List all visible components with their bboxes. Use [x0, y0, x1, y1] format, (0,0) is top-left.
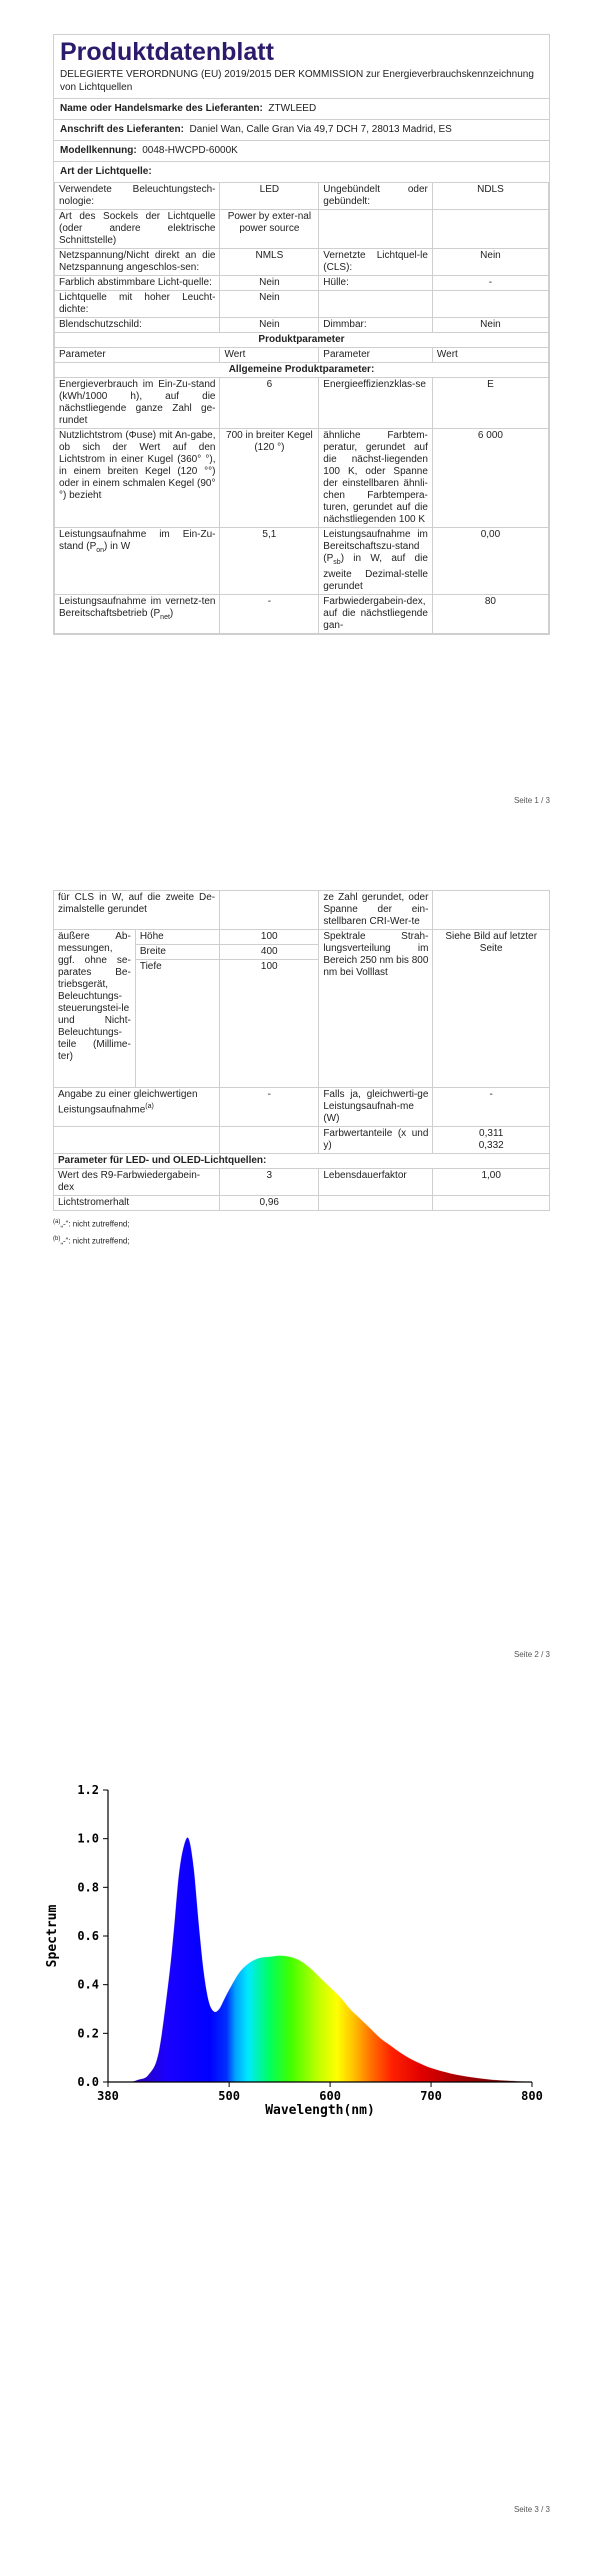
light-source-v2-cell: Nein — [432, 318, 548, 333]
chromaticity-label: Farbwertanteile (x und y) — [319, 1127, 433, 1154]
light-source-row — [55, 291, 549, 318]
survival-value: 1,00 — [433, 1169, 550, 1196]
param-l1-cell — [55, 595, 220, 634]
light-source-v2-cell: Nein — [432, 249, 548, 276]
equiv-label — [54, 1088, 220, 1127]
supplier-address-row — [54, 120, 549, 141]
supplier-address-label: Anschrift des Lieferanten: — [60, 124, 184, 135]
equiv-value: - — [220, 1088, 319, 1127]
light-source-l2-cell: Hülle: — [319, 276, 433, 291]
cri-value-cont — [433, 891, 550, 930]
model-value: 0048-HWCPD-6000K — [142, 145, 238, 156]
footnote-a-sup: (a) — [53, 1219, 61, 1225]
light-source-l2-cell: Vernetzte Lichtquel-le (CLS): — [319, 249, 433, 276]
led-heading: Parameter für LED- und OLED-Lichtquellen: — [54, 1154, 550, 1169]
dim-depth-value: 100 — [220, 960, 319, 1088]
param-v2-cell: 6 000 — [432, 429, 548, 528]
page-footer: Seite 3 / 3 — [513, 2505, 550, 2514]
maintenance-row — [54, 1196, 550, 1211]
empty-cell — [220, 1127, 319, 1154]
general-heading: Allgemeine Produktparameter: — [55, 363, 549, 378]
footnotes — [53, 1215, 550, 1248]
dim-width-value: 400 — [220, 945, 319, 960]
light-source-type-heading — [54, 162, 549, 182]
light-source-row — [55, 183, 549, 210]
equiv-power-label: Falls ja, gleichwerti-ge Leistungsaufnah-me (W) — [319, 1088, 433, 1127]
empty-cell — [319, 1196, 433, 1211]
x-tick-label: 380 — [97, 2089, 119, 2103]
param-v1-cell: 5,1 — [220, 528, 319, 595]
param-l2-cell — [319, 528, 433, 595]
y-tick-label: 1.2 — [77, 1783, 99, 1797]
col-value-2: Wert — [432, 348, 548, 363]
r9-row — [54, 1169, 550, 1196]
light-source-row — [55, 276, 549, 291]
y-tick-label: 0.8 — [77, 1880, 99, 1895]
light-source-v1-cell: LED — [220, 183, 319, 210]
dim-height-label: Höhe — [135, 930, 219, 945]
product-sheet-frame — [53, 34, 550, 635]
param-v1-cell: 6 — [220, 378, 319, 429]
spectral-value: Siehe Bild auf letzter Seite — [433, 930, 550, 1088]
light-source-l2-cell: Ungebündelt oder gebündelt: — [319, 183, 433, 210]
param-v2-cell: E — [432, 378, 548, 429]
chromaticity-row — [54, 1127, 550, 1154]
equiv-row — [54, 1088, 550, 1127]
param-label-subscript: net — [160, 614, 170, 621]
col-value-1: Wert — [220, 348, 319, 363]
y-tick-label: 0.2 — [77, 2026, 99, 2041]
x-tick-label: 700 — [420, 2089, 442, 2103]
cls-continued-row — [54, 891, 550, 930]
dims-row — [54, 930, 550, 945]
spectrum-chart — [0, 1740, 603, 2120]
param-label-text-after: ) in W — [104, 541, 131, 552]
x-axis-label: Wavelength(nm) — [265, 2103, 375, 2118]
light-source-row — [55, 210, 549, 249]
params-header-row — [55, 348, 549, 363]
param-label-text-after: ) — [169, 608, 174, 619]
light-source-v1-cell: Nein — [220, 291, 319, 318]
param-label-text: Leistungsaufnahme im vernetz-ten Bereitschaftsbetrieb (P — [59, 596, 216, 619]
params-heading-row — [55, 333, 549, 348]
param-v2-cell: 80 — [432, 595, 548, 634]
dim-width-label: Breite — [135, 945, 219, 960]
maintenance-value: 0,96 — [220, 1196, 319, 1211]
col-param-2: Parameter — [319, 348, 433, 363]
page-2 — [0, 870, 603, 1670]
light-source-v1-cell: NMLS — [220, 249, 319, 276]
param-v2-cell: 0,00 — [432, 528, 548, 595]
footnote-b — [53, 1232, 550, 1249]
light-source-l2-cell — [319, 210, 433, 249]
light-source-l2-cell: Dimmbar: — [319, 318, 433, 333]
dim-height-value: 100 — [220, 930, 319, 945]
supplier-address-value: Daniel Wan, Calle Gran Via 49,7 DCH 7, 28013 Madrid, ES — [189, 124, 452, 135]
model-label: Modellkennung: — [60, 145, 137, 156]
survival-label: Lebensdauerfaktor — [319, 1169, 433, 1196]
param-label-subscript: on — [96, 547, 105, 554]
led-heading-row — [54, 1154, 550, 1169]
param-l2-cell: Energieeffizienzklas-se — [319, 378, 433, 429]
param-row — [55, 595, 549, 634]
light-source-table — [54, 182, 549, 634]
param-l1-cell — [55, 528, 220, 595]
params-heading: Produktparameter — [55, 333, 549, 348]
general-heading-row — [55, 363, 549, 378]
product-sheet-continued — [53, 890, 550, 1248]
equiv-label-text: Angabe zu einer gleichwertigen Leistungsaufnahme — [58, 1089, 198, 1116]
footnote-a-text: „-“: nicht zutreffend; — [60, 1219, 130, 1229]
footnote-b-sup: (b) — [53, 1235, 61, 1242]
cri-label-cont: ze Zahl gerundet, oder Spanne der ein-stellbaren CRI-Wer-te — [319, 891, 433, 930]
param-label-text: Leistungsaufnahme im Ein-Zu-stand (P — [59, 529, 216, 552]
param-row — [55, 378, 549, 429]
col-param-1: Parameter — [55, 348, 220, 363]
page-title: Produktdatenblatt — [60, 38, 274, 66]
spectral-label: Spektrale Strah-lungsverteilung im Bereich 250 nm bis 800 nm bei Volllast — [319, 930, 433, 1088]
light-source-l2-cell — [319, 291, 433, 318]
light-source-l1-cell: Verwendete Beleuchtungstech-nologie: — [55, 183, 220, 210]
spectrum-area — [108, 1837, 532, 2082]
supplier-name-row — [54, 99, 549, 120]
light-source-v2-cell — [432, 291, 548, 318]
param-row — [55, 528, 549, 595]
light-source-v2-cell — [432, 210, 548, 249]
chromaticity-x: 0,311 — [479, 1128, 504, 1139]
regulation-intro: DELEGIERTE VERORDNUNG (EU) 2019/2015 DER KOMMISSION zur Energieverbrauchskennzeichnung von Lichtquellen — [54, 68, 549, 99]
dims-label: äußere Ab-messungen, ggf. ohne se-parates Be-triebsgerät, Beleuchtungs-steuerungstei-le und Nicht-Beleuchtungs-teile (Millime-ter) — [54, 930, 136, 1088]
light-source-v2-cell: - — [432, 276, 548, 291]
param-l2-cell: Farbwiedergabein-dex, auf die nächstliegende gan- — [319, 595, 433, 634]
light-source-l1-cell: Art des Sockels der Lichtquelle (oder andere elektrische Schnittstelle) — [55, 210, 220, 249]
light-source-row — [55, 249, 549, 276]
chromaticity-values — [433, 1127, 550, 1154]
y-tick-label: 0.0 — [77, 2075, 99, 2089]
page-3 — [0, 1720, 603, 2560]
page-1 — [0, 0, 603, 810]
x-tick-label: 800 — [521, 2089, 543, 2103]
param-label-text-after: ) in W, auf die zweite Dezimal-stelle gerundet — [323, 553, 428, 592]
supplier-name-value: ZTWLEED — [268, 103, 317, 114]
light-source-l1-cell: Netzspannung/Nicht direkt an die Netzspannung angeschlos-sen: — [55, 249, 220, 276]
footnote-b-text: „-“: nicht zutreffend; — [60, 1236, 130, 1246]
light-source-l1-cell: Farblich abstimmbare Licht-quelle: — [55, 276, 220, 291]
equiv-sup: (a) — [145, 1103, 154, 1110]
light-source-row — [55, 318, 549, 333]
param-v1-cell: 700 in breiter Kegel (120 °) — [220, 429, 319, 528]
params-continued-table — [53, 890, 550, 1211]
light-source-v1-cell: Power by exter-nal power source — [220, 210, 319, 249]
maintenance-label: Lichtstromerhalt — [54, 1196, 220, 1211]
y-axis-label: Spectrum — [45, 1904, 60, 1968]
footnote-a — [53, 1215, 550, 1232]
param-l2-cell: ähnliche Farbtem-peratur, gerundet auf die nächst-liegenden 100 K, oder Spanne der einstellbaren ähnli-chen Farbtempera-turen, gerundet auf die nächstliegenden 100 K — [319, 429, 433, 528]
empty-cell — [433, 1196, 550, 1211]
page-footer: Seite 1 / 3 — [513, 796, 550, 805]
empty-cell — [54, 1127, 220, 1154]
plot-layer — [108, 1837, 532, 2082]
page-footer: Seite 2 / 3 — [513, 1650, 550, 1659]
y-tick-label: 0.4 — [77, 1977, 99, 1992]
light-source-v1-cell: Nein — [220, 276, 319, 291]
y-tick-label: 0.6 — [77, 1929, 99, 1943]
param-l1-cell: Energieverbrauch im Ein-Zu-stand (kWh/1000 h), auf die nächstliegende ganze Zahl ge-rundet — [55, 378, 220, 429]
light-source-l1-cell: Blendschutzschild: — [55, 318, 220, 333]
light-source-type-label: Art der Lichtquelle: — [60, 166, 152, 177]
dim-depth-label: Tiefe — [135, 960, 219, 1088]
param-row — [55, 429, 549, 528]
cls-standby-value-cont — [220, 891, 319, 930]
r9-value: 3 — [220, 1169, 319, 1196]
light-source-l1-cell: Lichtquelle mit hoher Leucht-dichte: — [55, 291, 220, 318]
equiv-power-value: - — [433, 1088, 550, 1127]
y-tick-label: 1.0 — [77, 1831, 99, 1846]
model-row — [54, 141, 549, 162]
cls-standby-label-cont: für CLS in W, auf die zweite De-zimalstelle gerundet — [54, 891, 220, 930]
param-label-text: Leistungsaufnahme im Bereitschaftszu-stand (P — [323, 529, 428, 564]
param-label-subscript: sb — [333, 559, 341, 566]
param-l1-cell: Nutzlichtstrom (Φuse) mit An-gabe, ob sich der Wert auf den Lichtstrom in einer Kugel (360° °), in einem breiten Kegel (120 °°) oder in einem schmalen Kegel (90° °) bezieht — [55, 429, 220, 528]
supplier-name-label: Name oder Handelsmarke des Lieferanten: — [60, 103, 263, 114]
r9-label: Wert des R9-Farbwiedergabein-dex — [54, 1169, 220, 1196]
light-source-v2-cell: NDLS — [432, 183, 548, 210]
param-v1-cell: - — [220, 595, 319, 634]
chromaticity-y: 0,332 — [478, 1140, 504, 1151]
x-tick-label: 500 — [218, 2089, 240, 2103]
x-tick-label: 600 — [319, 2089, 341, 2103]
light-source-v1-cell: Nein — [220, 318, 319, 333]
